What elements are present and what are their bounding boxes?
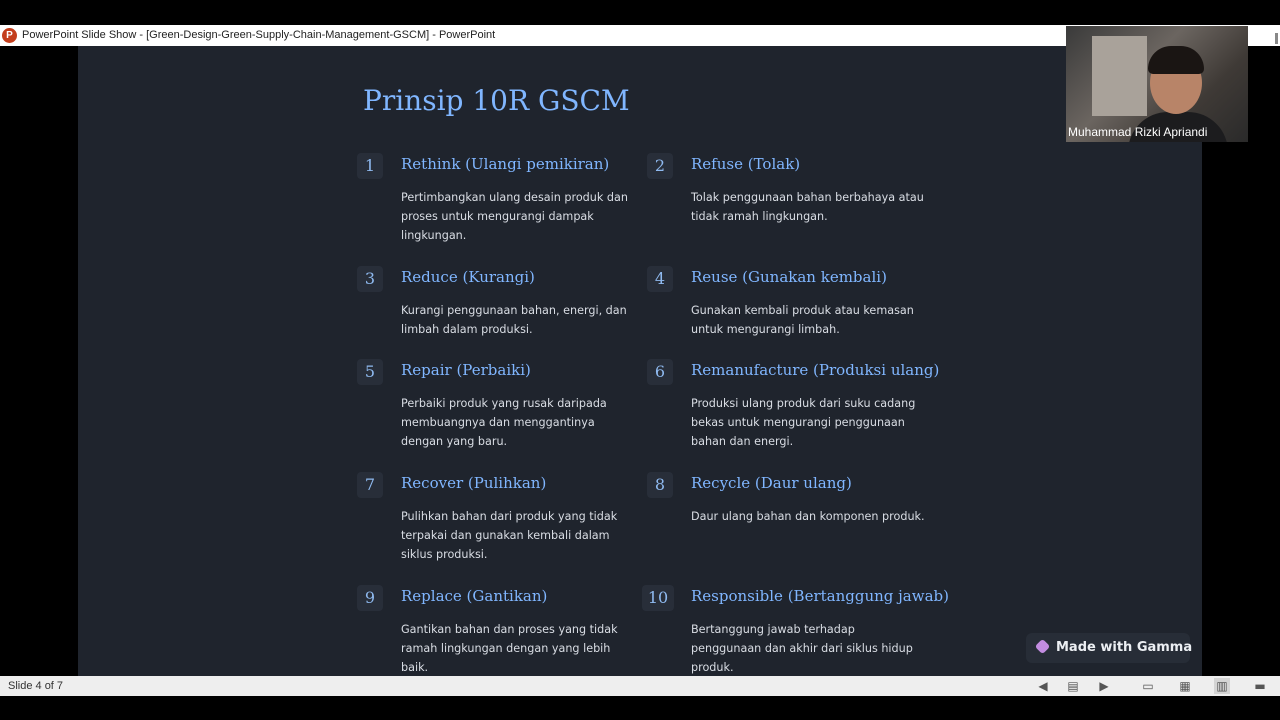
window-title: PowerPoint Slide Show - [Green-Design-Green-Supply-Chain-Management-GSCM] - PowerPoint: [22, 29, 496, 41]
item-title: Reuse (Gunakan kembali): [691, 268, 887, 286]
item-description: Bertanggung jawab terhadap penggunaan dan akhir dari siklus hidup produk.: [691, 623, 913, 674]
item-number: 4: [647, 266, 673, 292]
item-number: 6: [647, 359, 673, 385]
item-title: Reduce (Kurangi): [401, 268, 535, 286]
participant-name: Muhammad Rizki Apriandi: [1068, 125, 1208, 139]
notes-icon[interactable]: ▤: [1067, 679, 1079, 693]
slideshow-view-icon[interactable]: ▬: [1254, 679, 1266, 693]
item-description: Tolak penggunaan bahan berbahaya atau tidak ramah lingkungan.: [691, 191, 924, 223]
item-title: Remanufacture (Produksi ulang): [691, 361, 940, 379]
item-number: 1: [357, 153, 383, 179]
item-title: Responsible (Bertanggung jawab): [691, 587, 949, 605]
participant-hair: [1148, 46, 1204, 74]
gamma-badge-label[interactable]: Made with Gamma: [1056, 640, 1193, 655]
powerpoint-icon: P: [2, 28, 17, 43]
item-description: Pertimbangkan ulang desain produk dan proses untuk mengurangi dampak lingkungan.: [401, 191, 628, 242]
item-title: Repair (Perbaiki): [401, 361, 531, 379]
slide-title: Prinsip 10R GSCM: [363, 84, 630, 117]
item-title: Refuse (Tolak): [691, 155, 801, 173]
status-bar: [0, 676, 1280, 696]
item-description: Gantikan bahan dan proses yang tidak ramah lingkungan dengan yang lebih baik.: [401, 623, 618, 674]
item-description: Daur ulang bahan dan komponen produk.: [691, 510, 925, 523]
item-number: 8: [647, 472, 673, 498]
item-number: 7: [357, 472, 383, 498]
item-title: Rethink (Ulangi pemikiran): [401, 155, 610, 173]
slide-sorter-icon[interactable]: ▦: [1179, 679, 1191, 693]
item-description: Gunakan kembali produk atau kemasan untuk mengurangi limbah.: [691, 304, 914, 336]
item-number: 10: [642, 585, 674, 611]
item-description: Produksi ulang produk dari suku cadang bekas untuk mengurangi penggunaan bahan dan energi.: [691, 397, 916, 448]
previous-slide-icon[interactable]: ◀: [1038, 679, 1048, 693]
item-description: Kurangi penggunaan bahan, energi, dan limbah dalam produksi.: [401, 304, 627, 336]
reading-view-icon[interactable]: ▥: [1214, 678, 1230, 694]
item-title: Recycle (Daur ulang): [691, 474, 852, 492]
item-number: 3: [357, 266, 383, 292]
item-number: 9: [357, 585, 383, 611]
next-slide-icon[interactable]: ▶: [1099, 679, 1109, 693]
item-description: Perbaiki produk yang rusak daripada membuangnya dan menggantinya dengan yang baru.: [401, 397, 607, 448]
item-description: Pulihkan bahan dari produk yang tidak terpakai dan gunakan kembali dalam siklus produksi.: [401, 510, 618, 561]
slide-indicator: Slide 4 of 7: [8, 680, 64, 692]
item-number: 5: [357, 359, 383, 385]
item-title: Replace (Gantikan): [401, 587, 548, 605]
normal-view-icon[interactable]: ▭: [1142, 679, 1154, 693]
webcam-background: [1092, 36, 1147, 116]
item-number: 2: [647, 153, 673, 179]
item-title: Recover (Pulihkan): [401, 474, 547, 492]
slide-canvas[interactable]: [78, 46, 1202, 676]
window-control-icon[interactable]: [1275, 33, 1278, 44]
